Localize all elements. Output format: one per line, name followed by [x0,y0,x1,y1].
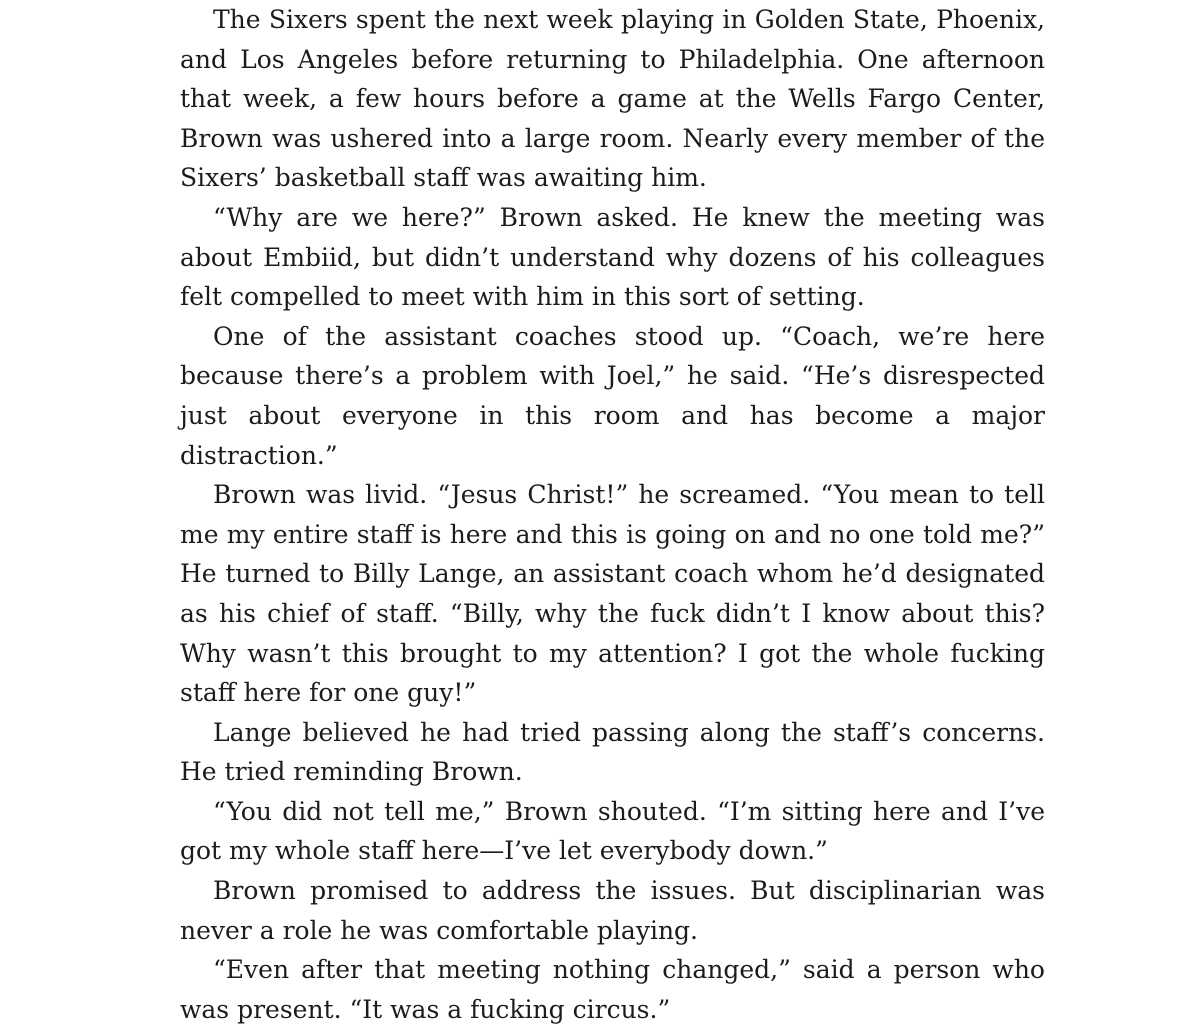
paragraph: “You did not tell me,” Brown shouted. “I’m sitting here and I’ve got my whole staff here—I’ve let everybody down.” [180,796,1045,866]
paragraph: “Why are we here?” Brown asked. He knew the meeting was about Embiid, but didn’t understand why dozens of his colleagues felt compelled to meet with him in this sort of setting. [180,202,1045,312]
paragraph: “Even after that meeting nothing changed,” said a person who was present. “It was a fucking circus.” [180,955,1045,1024]
body-text [180,0,1045,1029]
paragraph: Brown was livid. “Jesus Christ!” he screamed. “You mean to tell me my entire staff is here and this is going on and no one told me?” He turned to Billy Lange, an assistant coach whom he’d designated as his chief of staff. “Billy, why the fuck didn’t I know about this? Why wasn’t this brought to my attention? I got the whole fucking staff here for one guy!” [180,480,1045,708]
paragraph: The Sixers spent the next week playing in Golden State, Phoenix, and Los Angeles before returning to Philadelphia. One afternoon that week, a few hours before a game at the Wells Fargo Center, Brown was ushered into a large room. Nearly every member of the Sixers’ basketball staff was awaiting him. [180,5,1045,193]
paragraph: One of the assistant coaches stood up. “Coach, we’re here because there’s a problem with Joel,” he said. “He’s disrespected just about everyone in this room and has become a major distraction.” [180,321,1045,470]
paragraph: Lange believed he had tried passing along the staff’s concerns. He tried reminding Brown. [180,717,1045,787]
paragraph: Brown promised to address the issues. But disciplinarian was never a role he was comfortable playing. [180,876,1045,945]
